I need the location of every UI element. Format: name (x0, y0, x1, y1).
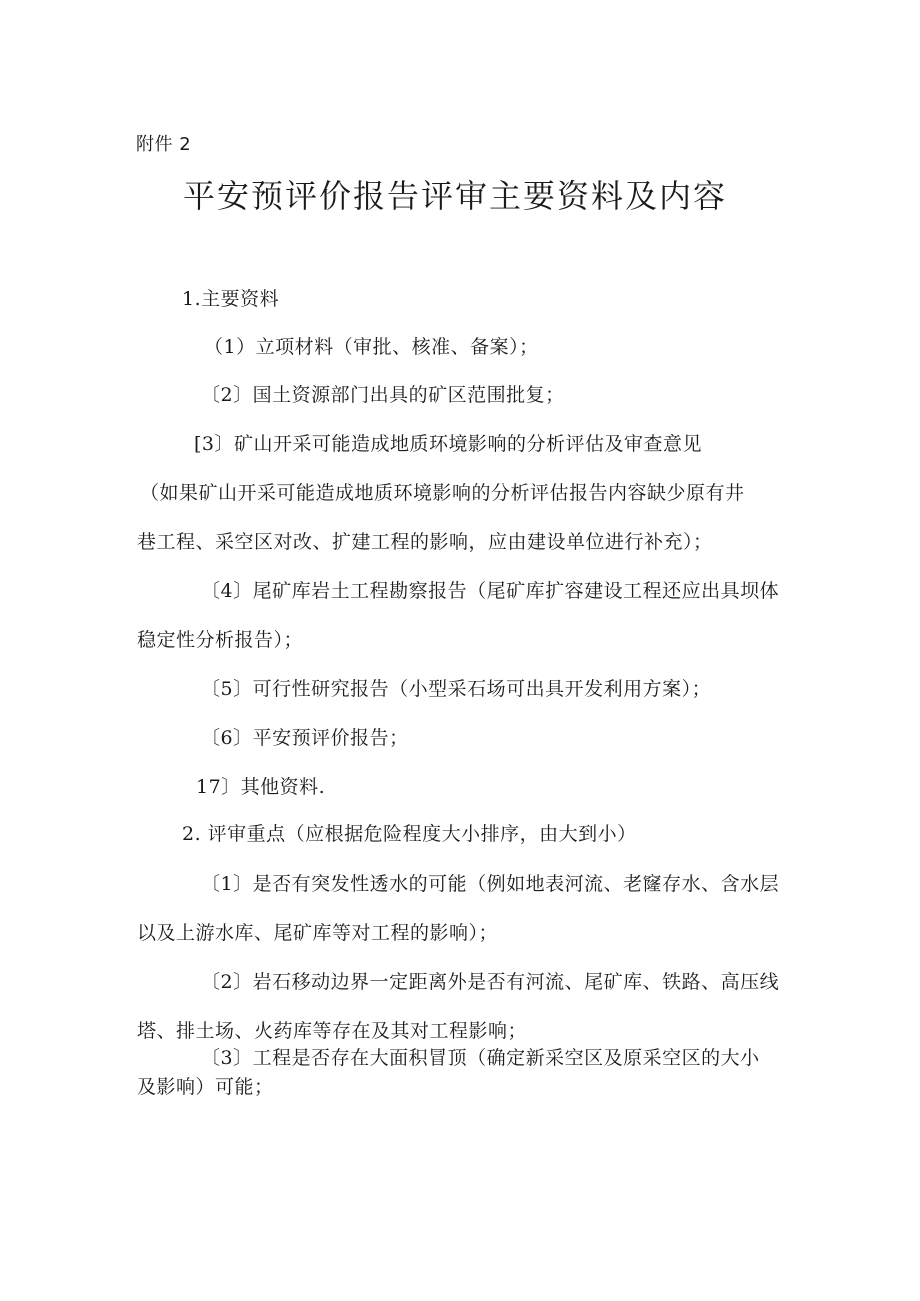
list-item-continuation: 塔、排土场、火药库等存在及其对工程影响； (137, 1020, 528, 1042)
list-item: 〔5〕可行性研究报告（小型采石场可出具开发利用方案）； (201, 678, 712, 700)
list-item: 〔3〕工程是否存在大面积冒顶（确定新采空区及原采空区的大小 (201, 1047, 760, 1069)
list-item: 〔2〕岩石移动边界一定距离外是否有河流、尾矿库、铁路、高压线 (201, 971, 780, 993)
list-item: 〔2〕国土资源部门出具的矿区范围批复； (201, 384, 565, 406)
list-item: 〔6〕平安预评价报告； (201, 727, 409, 749)
list-item-continuation: 及影响）可能； (137, 1076, 274, 1098)
list-item: （1）立项材料（审批、核准、备案）； (204, 336, 539, 358)
section-heading-review-focus: 2. 评审重点（应根据危险程度大小排序，由大到小） (182, 823, 637, 845)
list-item: 〔4〕尾矿库岩土工程勘察报告（尾矿库扩容建设工程还应出具坝体 (201, 580, 780, 602)
section-heading-materials: 1.主要资料 (182, 288, 280, 310)
list-item: 17〕其他资料. (196, 776, 326, 798)
list-item: 〔1〕是否有突发性透水的可能（例如地表河流、老窿存水、含水层 (201, 873, 780, 895)
list-item-continuation: （如果矿山开采可能造成地质环境影响的分析评估报告内容缺少原有井 (140, 482, 745, 504)
attachment-label: 附件 2 (136, 134, 192, 155)
list-item-continuation: 以及上游水库、尾矿库等对工程的影响）； (137, 922, 499, 944)
list-item-continuation: 稳定性分析报告）； (137, 629, 304, 651)
list-item-continuation: 巷工程、采空区对改、扩建工程的影响，应由建设单位进行补充）； (137, 531, 713, 553)
list-item: [3〕矿山开采可能造成地质环境影响的分析评估及审查意见 (194, 433, 703, 455)
document-title: 平安预评价报告评审主要资料及内容 (183, 177, 728, 215)
